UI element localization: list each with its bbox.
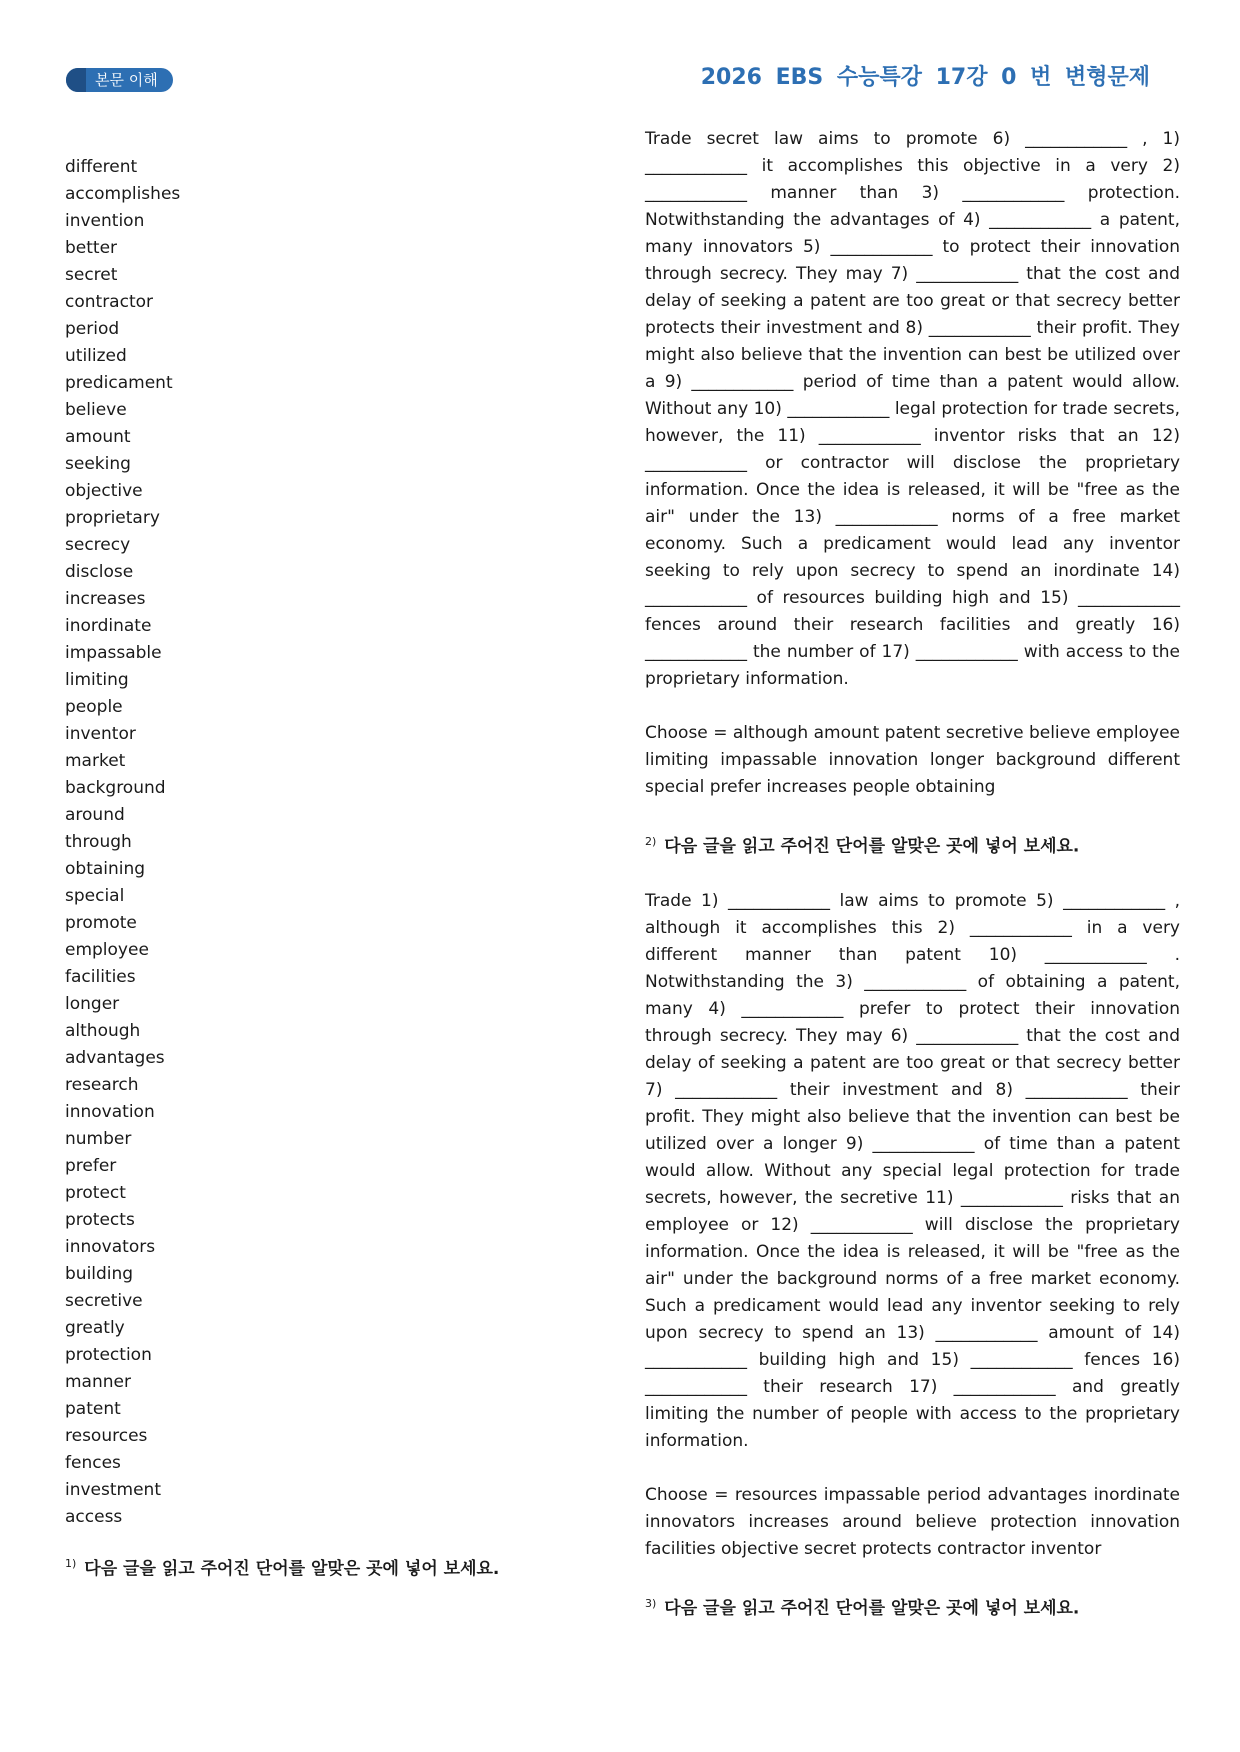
question-instruction: 다음 글을 읽고 주어진 단어를 알맞은 곳에 넣어 보세요.	[664, 1598, 1080, 1619]
word-list-item: longer	[65, 994, 120, 1014]
page-title: 2026 EBS 수능특강 17강 0 번 변형문제	[700, 65, 1150, 90]
word-list-item: people	[65, 697, 123, 717]
question-2-passage: Trade secret law aims to promote 6) ____________ , 1) ____________ it accomplishes this objective in a very 2) ____________ manner than 3) ____________ protection. Notwithstanding the advantages of 4) ____________ a patent, many innovators 5) ____________ to protect their innovation through secrecy. They may 7) ____________ that the cost and delay of seeking a patent are too great or that secrecy better protects their investment and 8) ____________ their profit. They might also believe that the invention can best be utilized over a 9) ____________ period of time than a patent would allow. Without any 10) ____________ legal protection for trade secrets, however, the 11) ____________ inventor risks that an 12) ____________ or contractor will disclose the proprietary information. Once the idea is released, it will be "free as the air" under the 13) ____________ norms of a free market economy. Such a predicament would lead any inventor seeking to rely upon secrecy to spend an inordinate 14) ____________ of resources building high and 15) ____________ fences around their research facilities and greatly 16) ____________ the number of 17) ____________ with access to the proprietary information.	[645, 129, 1180, 689]
word-list-item: innovation	[65, 1102, 155, 1122]
word-list-item: fences	[65, 1453, 121, 1473]
word-list-item: background	[65, 778, 166, 798]
question-3-choose: Choose = resources impassable period advantages inordinate innovators increases around believe protection innovation facilities objective secret protects contractor inventor	[645, 1484, 1180, 1559]
word-list-item: research	[65, 1075, 139, 1095]
word-list-item: limiting	[65, 670, 129, 690]
word-list-item: inordinate	[65, 616, 152, 636]
word-list-item: innovators	[65, 1237, 156, 1257]
word-list-item: market	[65, 751, 126, 771]
word-list-item: around	[65, 805, 125, 825]
word-list-item: utilized	[65, 346, 127, 366]
word-list-item: facilities	[65, 967, 136, 987]
word-list-item: employee	[65, 940, 149, 960]
word-list-item: proprietary	[65, 508, 160, 528]
word-list-item: disclose	[65, 562, 134, 582]
question-instruction: 다음 글을 읽고 주어진 단어를 알맞은 곳에 넣어 보세요.	[664, 836, 1080, 857]
section-badge	[66, 68, 173, 92]
word-list-item: seeking	[65, 454, 131, 474]
word-list-item: secrecy	[65, 535, 131, 555]
word-list-item: greatly	[65, 1318, 125, 1338]
word-list-item: amount	[65, 427, 131, 447]
word-list-item: period	[65, 319, 120, 339]
word-list-item: inventor	[65, 724, 136, 744]
word-list-item: obtaining	[65, 859, 146, 879]
word-list-item: objective	[65, 481, 143, 501]
word-list-item: invention	[65, 211, 145, 231]
question-3-passage: Trade 1) ____________ law aims to promote 5) ____________ , although it accomplishes this 2) ____________ in a very different manner than patent 10) ____________ . Notwithstanding the 3) ____________ of obtaining a patent, many 4) ____________ prefer to protect their innovation through secrecy. They may 6) ____________ that the cost and delay of seeking a patent are too great or that secrecy better 7) ____________ their investment and 8) ____________ their profit. They might also believe that the invention can best be utilized over a longer 9) ____________ of time than a patent would allow. Without any special legal protection for trade secrets, however, the secretive 11) ____________ risks that an employee or 12) ____________ will disclose the proprietary information. Once the idea is released, it will be "free as the air" under the background norms of a free market economy. Such a predicament would lead any inventor seeking to rely upon secrecy to spend an 13) ____________ amount of 14) ____________ building high and 15) ____________ fences 16) ____________ their research 17) ____________ and greatly limiting the number of people with access to the proprietary information.	[645, 890, 1180, 1451]
question-4-heading	[645, 1590, 1180, 1623]
word-list-item: although	[65, 1021, 141, 1041]
word-list-item: building	[65, 1264, 134, 1284]
word-list-item: through	[65, 832, 132, 852]
question-number: 2)	[645, 835, 657, 848]
section-badge-label: 본문 이해	[95, 71, 158, 89]
word-list-item: patent	[65, 1399, 121, 1419]
word-list-item: believe	[65, 400, 127, 420]
word-list-item: number	[65, 1129, 132, 1149]
question-instruction: 다음 글을 읽고 주어진 단어를 알맞은 곳에 넣어 보세요.	[84, 1559, 500, 1579]
word-list-item: protection	[65, 1345, 152, 1365]
half-circle-icon	[66, 68, 86, 92]
question-2-choose: Choose = although amount patent secretive believe employee limiting impassable innovation longer background different special prefer increases people obtaining	[645, 723, 1180, 797]
word-list-item: investment	[65, 1480, 161, 1500]
word-list-item: resources	[65, 1426, 148, 1446]
right-column	[645, 126, 1180, 1622]
word-list-item: accomplishes	[65, 184, 181, 204]
word-list-item: contractor	[65, 292, 153, 312]
word-list-item: manner	[65, 1372, 131, 1392]
word-list-item: impassable	[65, 643, 162, 663]
word-list-item: better	[65, 238, 118, 258]
word-list-item: protect	[65, 1183, 126, 1203]
word-list-item: protects	[65, 1210, 135, 1230]
question-number: 1)	[65, 1557, 77, 1571]
word-list-item: promote	[65, 913, 137, 933]
word-list-item: predicament	[65, 373, 173, 393]
word-list-item: special	[65, 886, 125, 906]
question-number: 3)	[645, 1596, 657, 1610]
word-list-item: prefer	[65, 1156, 117, 1176]
word-list-item: secretive	[65, 1291, 143, 1311]
word-list-item: secret	[65, 265, 118, 285]
question-1-heading	[65, 1554, 499, 1579]
question-3-heading	[645, 828, 1180, 861]
word-list-item: increases	[65, 589, 146, 609]
word-list	[65, 154, 180, 1531]
word-list-item: advantages	[65, 1048, 165, 1068]
word-list-item: different	[65, 157, 138, 177]
word-list-item: access	[65, 1507, 123, 1527]
